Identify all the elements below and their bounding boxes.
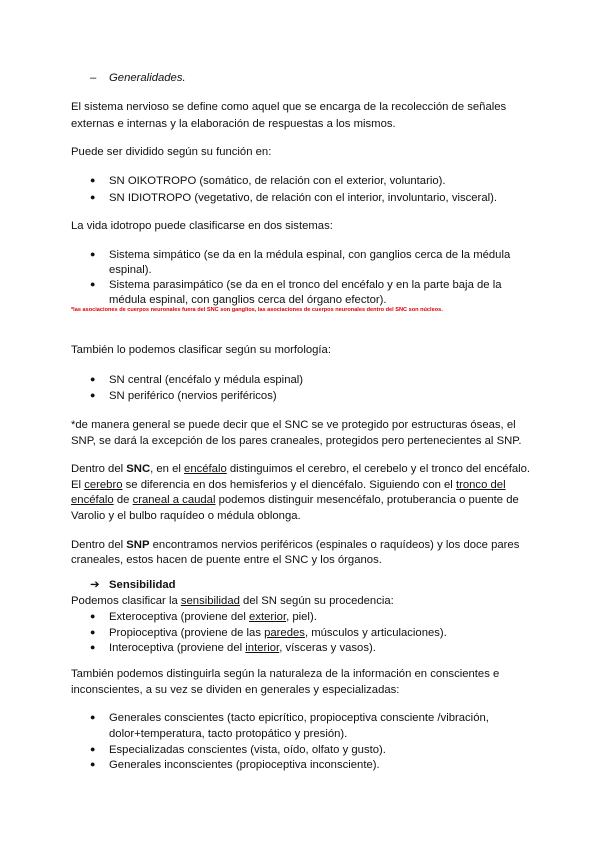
bullet-icon: ● [90,611,96,621]
list-item: Generales conscientes (tacto epicrítico, propioceptiva consciente /vibración, [109,712,489,724]
red-note: *las asociaciones de cuerpos neuronales fuera del SNC son ganglios, las asociaciones de cuerpos neuronales dentro del SNC son núcleos. [71,307,443,313]
bullet-icon: ● [90,759,96,769]
bullet-icon: ● [90,175,96,185]
text-line: Podemos clasificar la sensibilidad del SN según su procedencia: [71,595,394,607]
bullet-icon: ● [90,374,96,384]
list-item: Sistema parasimpático (se da en el tronco del encéfalo y en la parte baja de la [109,279,502,291]
list-item: Especializadas conscientes (vista, oído, olfato y gusto). [109,744,386,756]
dash: – [90,72,97,84]
list-item: dolor+temperatura, tacto protopático y presión). [109,728,348,740]
text-line: Varolio y el bulbo raquídeo o médula oblonga. [71,510,301,522]
text-line: *de manera general se puede decir que el SNC se ve protegido por estructuras óseas, el [71,419,516,431]
list-item: Exteroceptiva (proviene del exterior, piel). [109,611,317,623]
text-line: También lo podemos clasificar según su morfología: [71,344,331,356]
text-line: La vida idotropo puede clasificarse en dos sistemas: [71,220,333,232]
bullet-icon: ● [90,390,96,400]
list-item: espinal). [109,264,152,276]
list-item: SN central (encéfalo y médula espinal) [109,374,304,386]
arrow-icon: ➔ [90,579,100,591]
bullet-icon: ● [90,249,96,259]
text-line: Dentro del SNC, en el encéfalo distinguimos el cerebro, el cerebelo y el tronco del encéfalo. [71,463,531,475]
section-heading: Sensibilidad [109,579,176,591]
bullet-icon: ● [90,642,96,652]
list-item: SN IDIOTROPO (vegetativo, de relación con el interior, involuntario, visceral). [109,192,498,204]
text-line: Puede ser dividido según su función en: [71,146,272,158]
list-item: Propioceptiva (proviene de las paredes, músculos y articulaciones). [109,627,447,639]
section-title: Generalidades. [109,72,186,84]
text-line: externas e internas y la elaboración de respuestas a los mismos. [71,118,396,130]
text-line: inconscientes, a su vez se dividen en generales y especializadas: [71,684,400,696]
text-line: El cerebro se diferencia en dos hemisferios y el diencéfalo. Siguiendo con el tronco del [71,479,506,491]
text-line: Dentro del SNP encontramos nervios periféricos (espinales o raquídeos) y los doce pares [71,539,520,551]
list-item: Generales inconscientes (propioceptiva inconsciente). [109,759,380,771]
bullet-icon: ● [90,279,96,289]
text-line: encéfalo de craneal a caudal podemos distinguir mesencéfalo, protuberancia o puente de [71,494,519,506]
list-item: Interoceptiva (proviene del interior, vísceras y vasos). [109,642,376,654]
list-item: médula espinal, con ganglios cerca del órgano efector). [109,294,387,306]
bullet-icon: ● [90,192,96,202]
text-line: SNP, se dará la excepción de los pares craneales, protegidos pero pertenecientes al SNP. [71,435,522,447]
list-item: Sistema simpático (se da en la médula espinal, con ganglios cerca de la médula [109,249,511,261]
bullet-icon: ● [90,627,96,637]
text-line: craneales, estos hacen de puente entre el SNC y los órganos. [71,554,382,566]
bullet-icon: ● [90,744,96,754]
text-line: El sistema nervioso se define como aquel que se encarga de la recolección de señales [71,101,507,113]
list-item: SN OIKOTROPO (somático, de relación con el exterior, voluntario). [109,175,446,187]
text-line: También podemos distinguirla según la naturaleza de la información en conscientes e [71,668,500,680]
bullet-icon: ● [90,712,96,722]
list-item: SN periférico (nervios periféricos) [109,390,277,402]
